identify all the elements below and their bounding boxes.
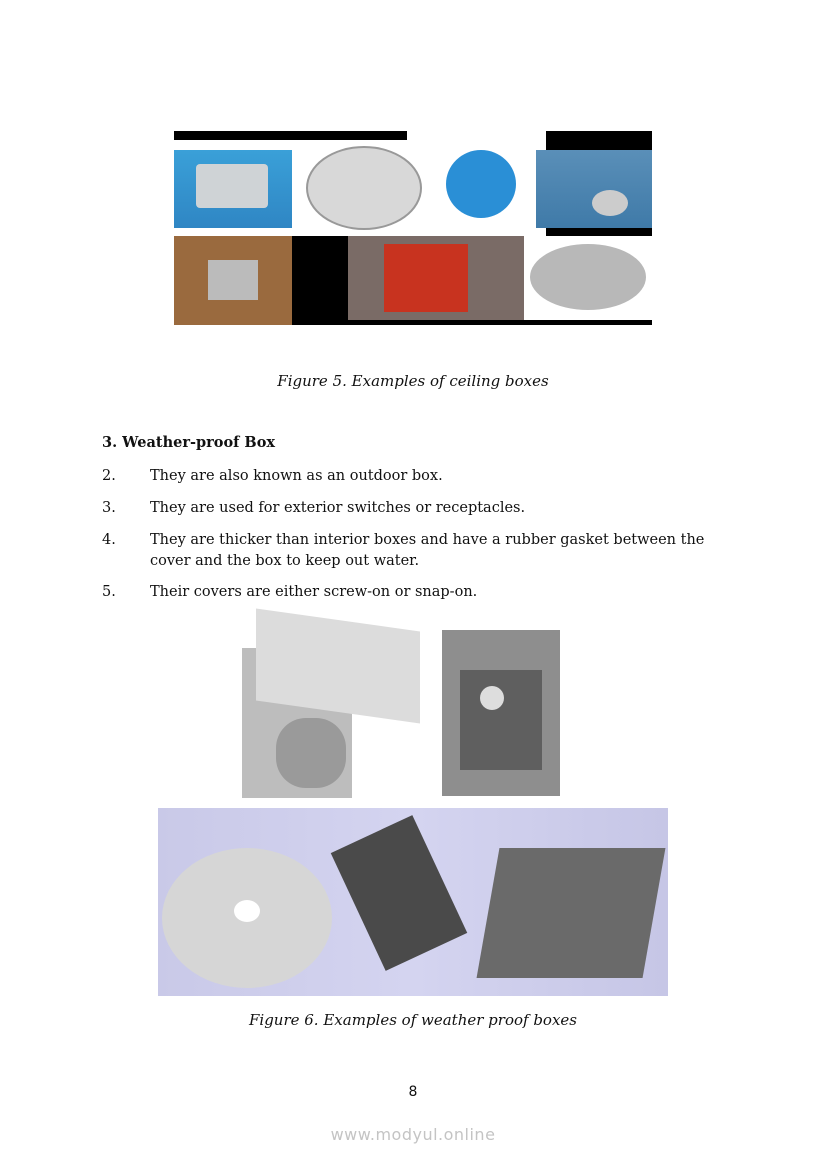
ceiling-box-photo [536,150,652,228]
item-text: They are thicker than interior boxes and have a rubber gasket between the cover and the box to keep out water. [150,532,705,569]
section-heading: 3. Weather-proof Box [102,434,276,451]
weatherproof-box-photo [236,618,421,804]
ceiling-box-photo [174,150,292,228]
ceiling-box-photo [524,236,652,320]
weatherproof-box-photo [442,630,560,796]
page-number: 8 [408,1084,418,1100]
item-text: Their covers are either screw-on or snap-on. [150,584,478,600]
ceiling-box-photo [302,140,425,228]
ceiling-box-photo [348,236,524,320]
item-number: 3. [102,500,116,516]
ceiling-box-photo [432,136,528,228]
figure-5-caption: Figure 5. Examples of ceiling boxes [277,372,549,390]
item-text: They are also known as an outdoor box. [150,468,443,484]
item-number: 5. [102,584,116,600]
ceiling-box-photo [174,236,292,325]
item-number: 4. [102,532,116,548]
weatherproof-box-photo [158,808,668,996]
item-text: They are used for exterior switches or receptacles. [150,500,526,516]
figure-6-caption: Figure 6. Examples of weather proof boxes [248,1011,577,1029]
watermark: www.modyul.online [330,1125,496,1144]
item-number: 2. [102,468,116,484]
figure-5-image [174,131,652,325]
figure-6-image [158,618,668,996]
